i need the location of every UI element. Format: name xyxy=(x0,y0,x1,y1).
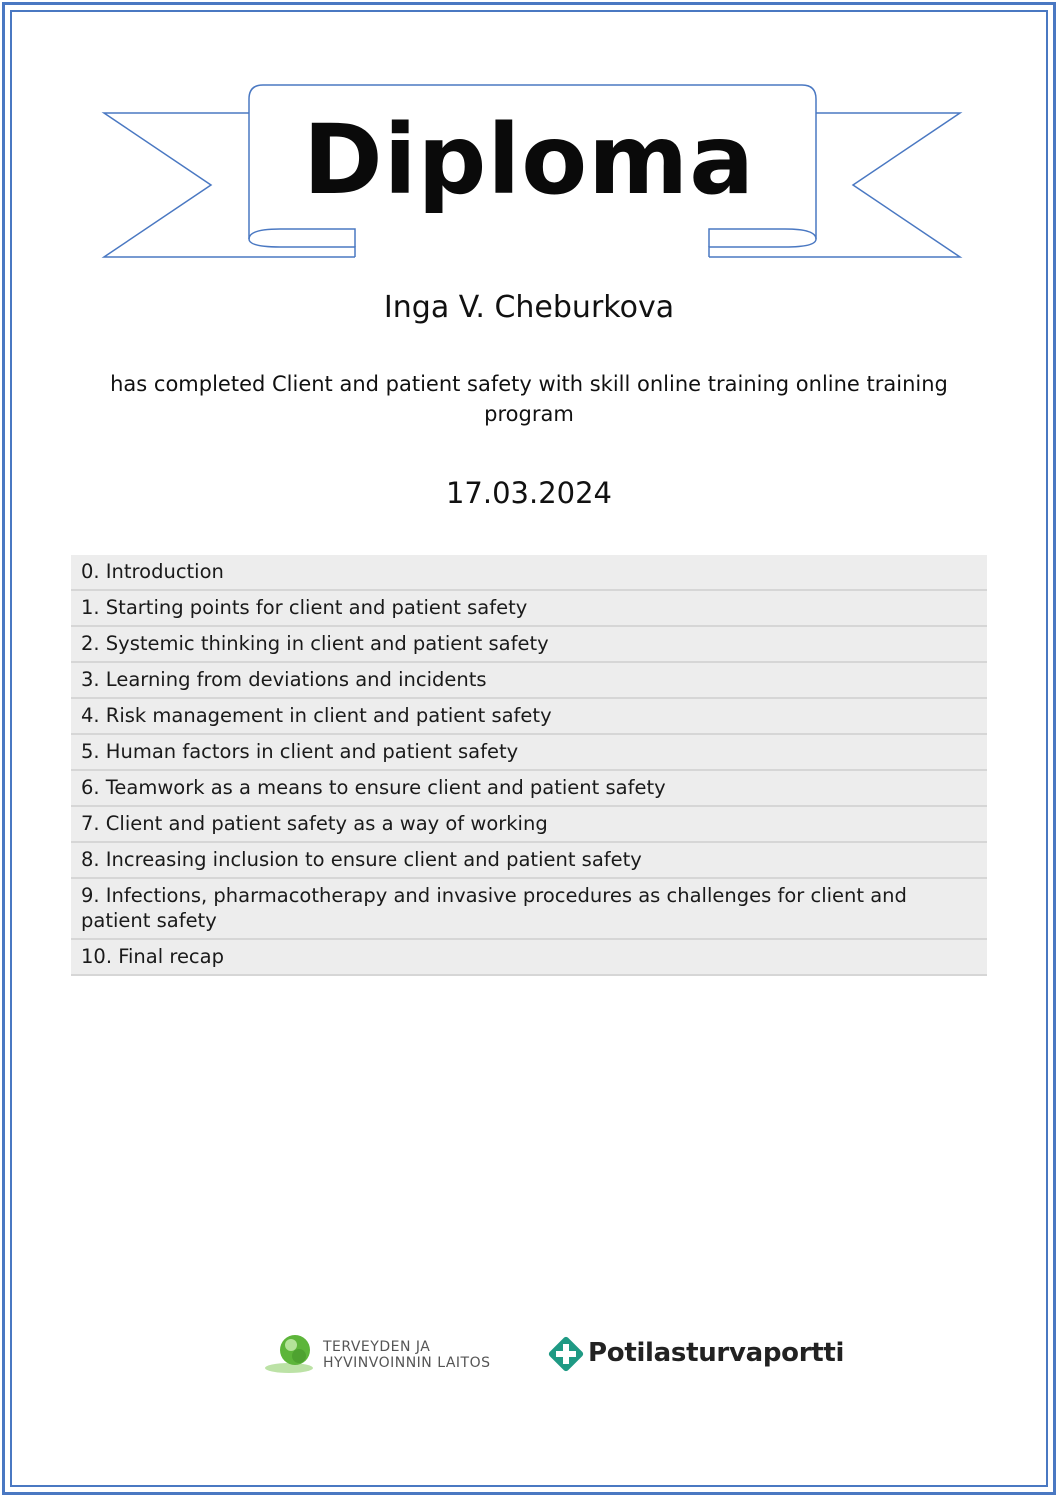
module-item: 6. Teamwork as a means to ensure client and patient safety xyxy=(71,771,987,807)
completion-statement: has completed Client and patient safety with skill online training online training program xyxy=(110,372,948,426)
module-item: 5. Human factors in client and patient safety xyxy=(71,735,987,771)
module-item: 10. Final recap xyxy=(71,940,987,976)
module-item: 3. Learning from deviations and incidents xyxy=(71,663,987,699)
thl-logo xyxy=(263,1330,503,1376)
completion-date: 17.03.2024 xyxy=(445,476,613,510)
module-item: 8. Increasing inclusion to ensure client and patient safety xyxy=(71,843,987,879)
module-item: 2. Systemic thinking in client and patient safety xyxy=(71,627,987,663)
thl-name-line1: TERVEYDEN JA xyxy=(323,1339,431,1355)
module-item: 0. Introduction xyxy=(71,555,987,591)
medical-cross-icon xyxy=(548,1336,584,1372)
module-item: 1. Starting points for client and patient safety xyxy=(71,591,987,627)
thl-name-line2: HYVINVOINNIN LAITOS xyxy=(323,1355,491,1371)
diploma-title: Diploma xyxy=(303,104,755,216)
module-item: 9. Infections, pharmacotherapy and invasive procedures as challenges for client and patient safety xyxy=(71,879,987,940)
recipient-name: Inga V. Cheburkova xyxy=(383,290,675,325)
module-item: 4. Risk management in client and patient safety xyxy=(71,699,987,735)
thl-droplet-icon xyxy=(263,1330,321,1376)
potilasturvaportti-logo xyxy=(548,1334,845,1374)
module-list xyxy=(71,555,987,976)
portal-name: Potilasturvaportti xyxy=(588,1338,845,1368)
module-item: 7. Client and patient safety as a way of working xyxy=(71,807,987,843)
